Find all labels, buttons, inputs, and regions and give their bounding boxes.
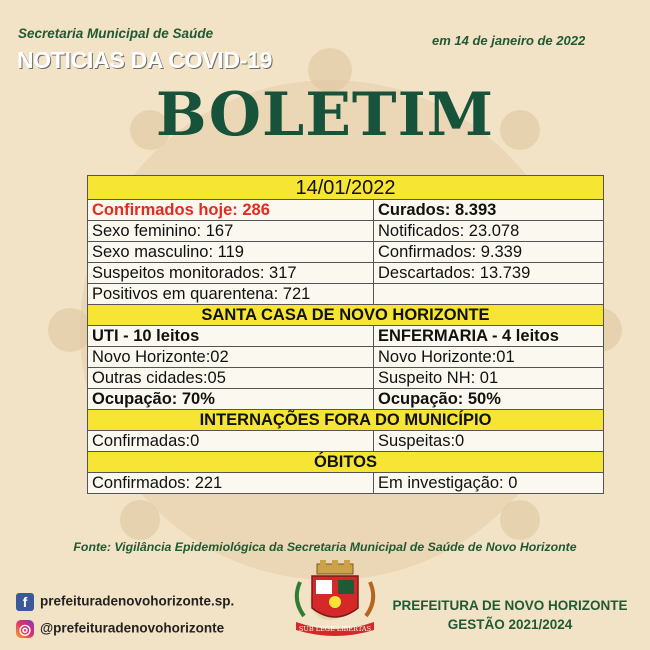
uti-novo-horizonte: Novo Horizonte:02 [88,347,374,368]
obitos-investigacao: Em investigação: 0 [374,473,604,494]
sexo-feminino: Sexo feminino: 167 [88,221,374,242]
confirmados-hoje: Confirmados hoje: 286 [88,200,374,221]
empty-cell [374,284,604,305]
crest-motto: SUB LEGE LIBERTAS [298,625,372,633]
secretaria-label: Secretaria Municipal de Saúde [18,26,214,41]
uti-header: UTI - 10 leitos [88,326,374,347]
city-crest-icon [290,560,380,640]
descartados: Descartados: 13.739 [374,263,604,284]
facebook-handle: prefeituradenovohorizonte.sp. [40,593,235,609]
facebook-link[interactable] [16,593,234,611]
uti-ocupacao: Ocupação: 70% [88,389,374,410]
suspeitos-monitorados: Suspeitos monitorados: 317 [88,263,374,284]
page-title: BOLETIM [155,80,495,150]
internacoes-confirmadas: Confirmadas:0 [88,431,374,452]
sexo-masculino: Sexo masculino: 119 [88,242,374,263]
positivos-quarentena: Positivos em quarentena: 721 [88,284,374,305]
bulletin-date: 14/01/2022 [88,176,604,200]
uti-outras-cidades: Outras cidades:05 [88,368,374,389]
prefeitura-gestao: GESTÃO 2021/2024 [447,617,573,632]
instagram-icon: ◎ [16,620,34,638]
prefeitura-block [380,596,640,634]
notificados: Notificados: 23.078 [374,221,604,242]
confirmados-total: Confirmados: 9.339 [374,242,604,263]
instagram-link[interactable] [16,620,224,638]
news-heading: NOTICIAS DA COVID-19 [17,47,273,73]
enfermaria-novo-horizonte: Novo Horizonte:01 [374,347,604,368]
internacoes-suspeitas: Suspeitas:0 [374,431,604,452]
prefeitura-name: PREFEITURA DE NOVO HORIZONTE [392,598,628,613]
bulletin-date-text: em 14 de janeiro de 2022 [432,33,586,48]
bulletin-table [87,175,604,494]
enfermaria-suspeito: Suspeito NH: 01 [374,368,604,389]
obitos-confirmados: Confirmados: 221 [88,473,374,494]
enfermaria-header: ENFERMARIA - 4 leitos [374,326,604,347]
enfermaria-ocupacao: Ocupação: 50% [374,389,604,410]
source-note: Fonte: Vigilância Epidemiológica da Secretaria Municipal de Saúde de Novo Horizonte [73,540,577,554]
obitos-heading: ÓBITOS [88,452,604,473]
internacoes-heading: INTERNAÇÕES FORA DO MUNICÍPIO [88,410,604,431]
santa-casa-heading: SANTA CASA DE NOVO HORIZONTE [88,305,604,326]
curados: Curados: 8.393 [374,200,604,221]
facebook-icon: f [16,593,34,611]
instagram-handle: @prefeituradenovohorizonte [40,620,225,636]
